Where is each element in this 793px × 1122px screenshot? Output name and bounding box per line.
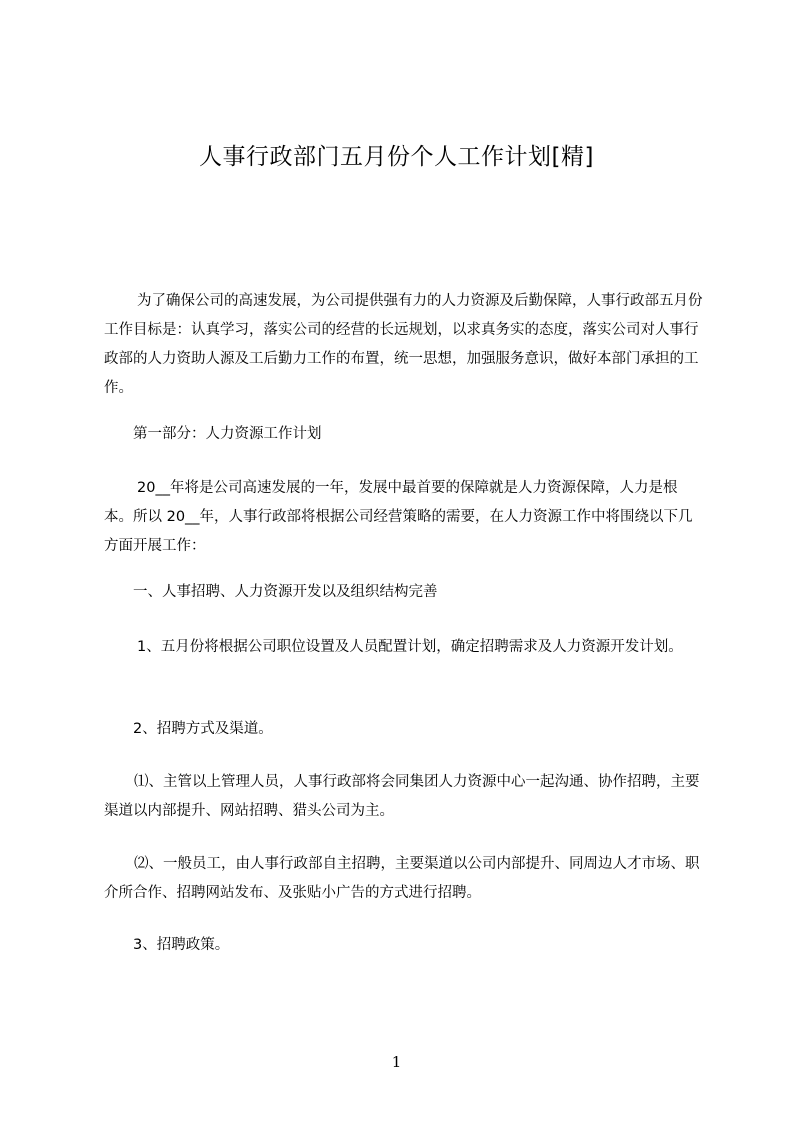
paragraph-overview: 20__年将是公司高速发展的一年，发展中最首要的保障就是人力资源保障，人力是根本。所以 20__年，人事行政部将根据公司经营策略的需要，在人力资源工作中将围绕以下几方面开展工作： [104, 480, 693, 554]
section-heading-recruitment: 一、人事招聘、人力资源开发以及组织结构完善 [133, 584, 438, 600]
paragraph-intro: 为了确保公司的高速发展，为公司提供强有力的人力资源及后勤保障，人事行政部五月份工作目标是：认真学习，落实公司的经营的长远规划，以求真务实的态度，落实公司对人事行政部的人力资助人源及工后勤力工作的布置，统一思想，加强服务意识，做好本部门承担的工作。 [104, 293, 703, 396]
list-item-3: 3、招聘政策。 [133, 937, 230, 953]
list-item-1: 1、五月份将根据公司职位设置及人员配置计划，确定招聘需求及人力资源开发计划。 [137, 639, 683, 655]
sub-item-staff: ⑵、一般员工，由人事行政部自主招聘，主要渠道以公司内部提升、同周边人才市场、职介所合作、招聘网站发布、及张贴小广告的方式进行招聘。 [104, 856, 700, 901]
sub-item-managers: ⑴、主管以上管理人员，人事行政部将会同集团人力资源中心一起沟通、协作招聘，主要渠道以内部提升、网站招聘、猎头公司为主。 [104, 774, 700, 819]
section-heading-part-one: 第一部分：人力资源工作计划 [133, 426, 322, 442]
page-title: 人事行政部门五月份个人工作计划[精] [199, 144, 594, 170]
list-item-2: 2、招聘方式及渠道。 [133, 721, 273, 737]
page-number: 1 [391, 1053, 402, 1071]
